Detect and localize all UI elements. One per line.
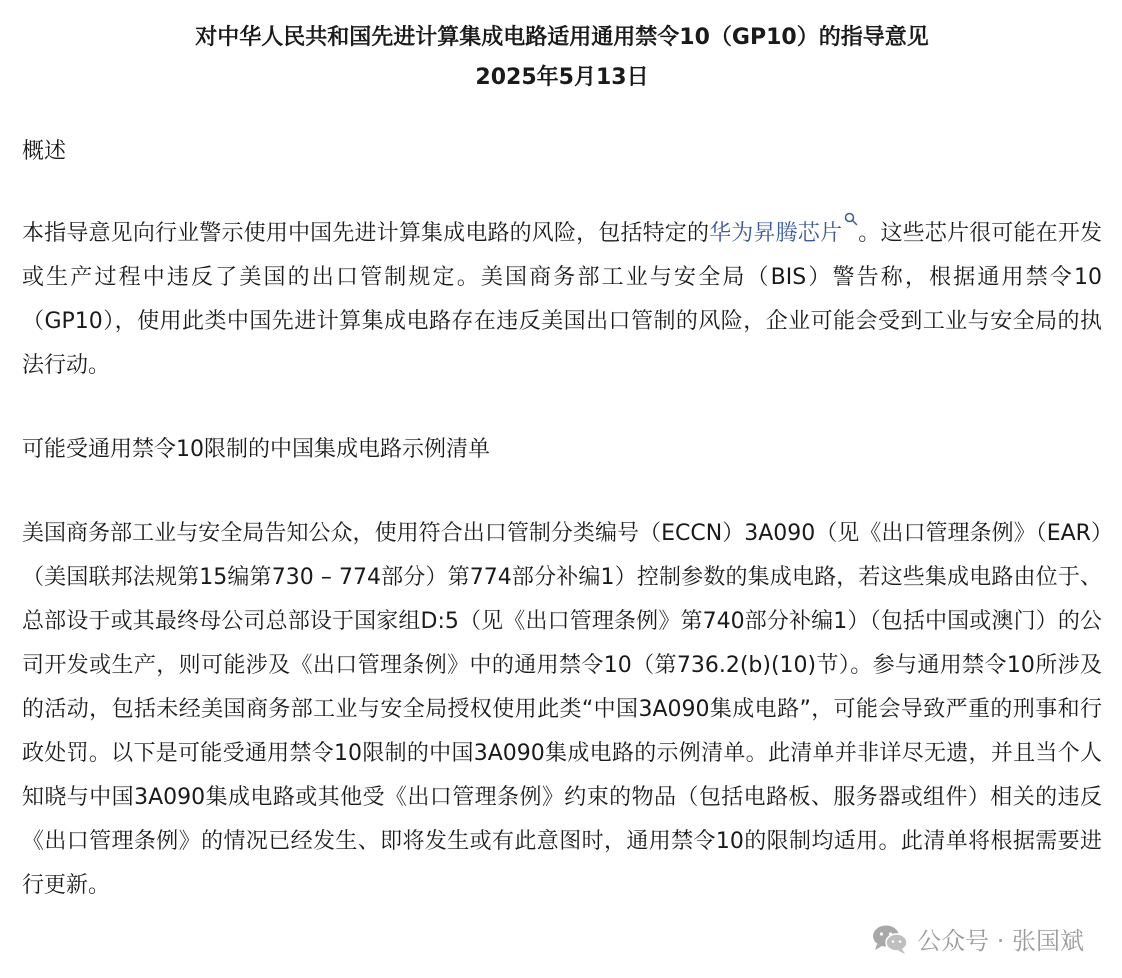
overview-text-start: 本指导意见向行业警示使用中国先进计算集成电路的风险，包括特定的 — [22, 221, 710, 246]
section-heading-example-list: 可能受通用禁令10限制的中国集成电路示例清单 — [22, 437, 490, 462]
watermark — [871, 921, 1084, 956]
overview-paragraph — [22, 212, 1102, 388]
huawei-ascend-link[interactable] — [709, 221, 858, 246]
huawei-ascend-link-text: 华为昇腾芯片 — [709, 221, 843, 246]
example-list-paragraph: 美国商务部工业与安全局告知公众，使用符合出口管制分类编号（ECCN）3A090（见《出口管理条例》（EAR）（美国联邦法规第15编第730 – 774部分）第774部分补编1）控制参数的集成电路，若这些集成电路由位于、总部设于或其最终母公司总部设于国家组D:5（见《出口管理条例》第740部分补编1）（包括中国或澳门）的公司开发或生产，则可能涉及《出口管理条例》中的通用禁令10（第736.2(b)(10)节）。参与通用禁令10所涉及的活动，包括未经美国商务部工业与安全局授权使用此类“中国3A090集成电路”，可能会导致严重的刑事和行政处罚。以下是可能受通用禁令10限制的中国3A090集成电路的示例清单。此清单并非详尽无遗，并且当个人知晓与中国3A090集成电路或其他受《出口管理条例》约束的物品（包括电路板、服务器或组件）相关的违反《出口管理条例》的情况已经发生、即将发生或有此意图时，通用禁令10的限制均适用。此清单将根据需要进行更新。 — [22, 521, 1102, 898]
document-date: 2025年5月13日 — [475, 65, 649, 90]
section-heading-overview: 概述 — [22, 139, 67, 164]
document — [22, 18, 1102, 908]
overview-text-end: 。这些芯片很可能在开发或生产过程中违反了美国的出口管制规定。美国商务部工业与安全局（BIS）警告称，根据通用禁令10（GP10），使用此类中国先进计算集成电路存在违反美国出口管制的风险，企业可能会受到工业与安全局的执法行动。 — [22, 221, 1102, 378]
document-title: 对中华人民共和国先进计算集成电路适用通用禁令10（GP10）的指导意见 — [195, 25, 929, 50]
watermark-text: 公众号 · 张国斌 — [917, 927, 1084, 955]
wechat-icon — [871, 923, 909, 955]
search-icon — [844, 212, 858, 226]
